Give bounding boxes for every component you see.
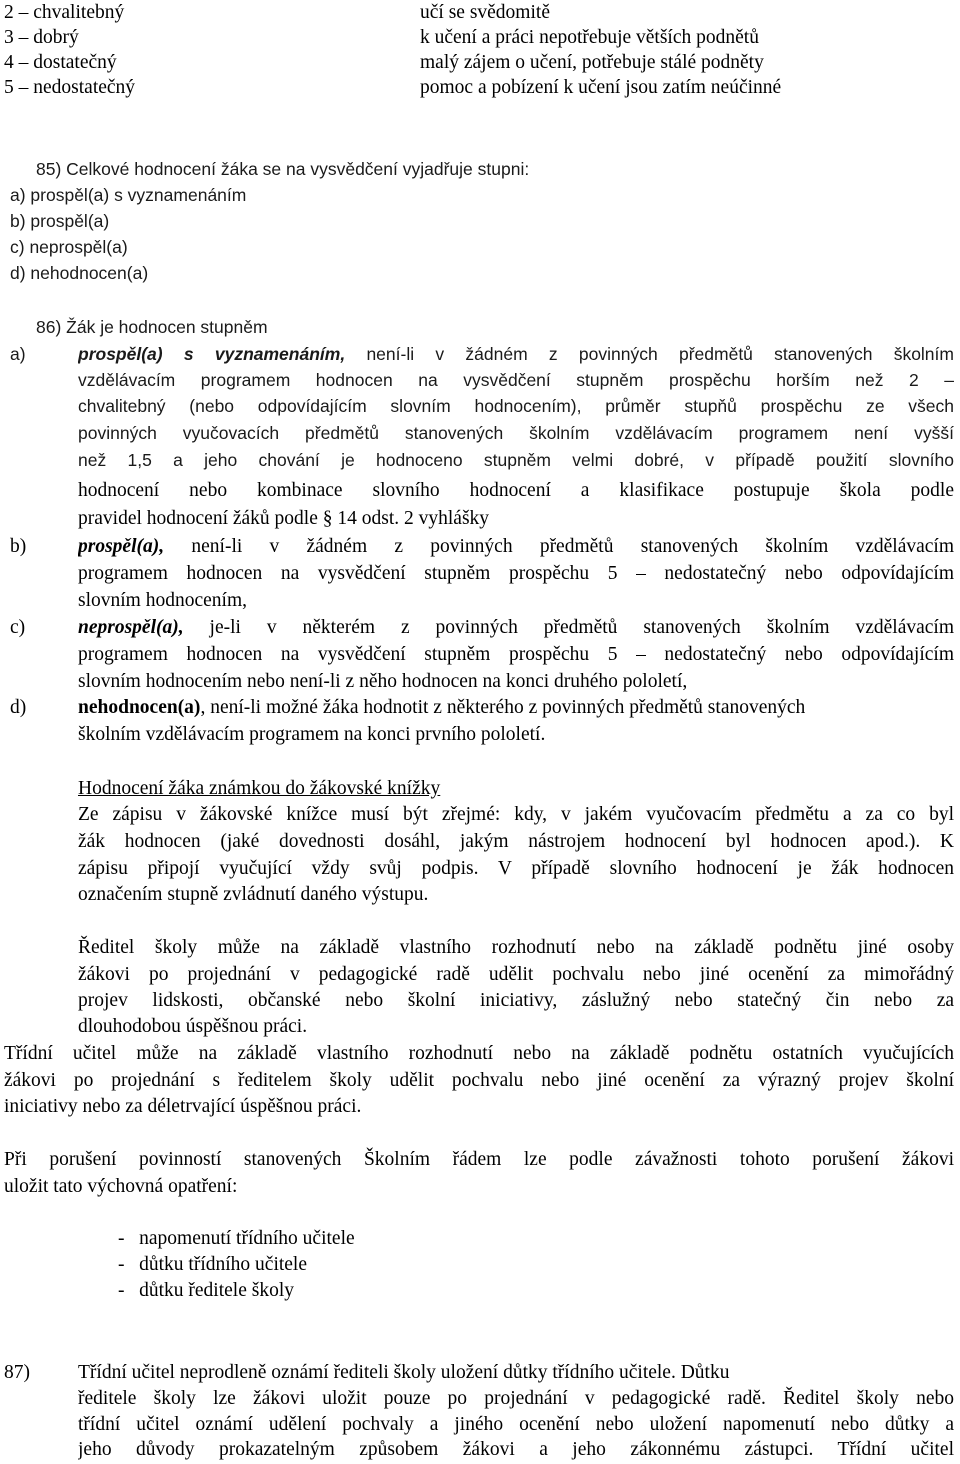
item-d-text: , není-li možné žáka hodnotit z některého z povinných předmětů stanovených xyxy=(200,697,806,718)
measure-item: - důtku ředitele školy xyxy=(118,1280,295,1301)
grade-label: 3 – dobrý xyxy=(4,27,79,48)
item-c-line: programem hodnocen na vysvědčení stupněm prospěchu 5 – nedostatečný nebo odpovídajícím xyxy=(78,644,954,665)
item-a-first-line xyxy=(78,341,954,367)
item-a-line: vzdělávacím programem hodnocen na vysvědčení stupněm prospěchu horším než 2 – xyxy=(78,370,954,390)
section-85-item: b) prospěl(a) xyxy=(10,211,110,231)
item-a-line: než 1,5 a jeho chování je hodnoceno stupněm velmi dobré, v případě použití slovního xyxy=(78,450,954,470)
item-a-line: pravidel hodnocení žáků podle § 14 odst. 2 vyhlášky xyxy=(78,508,490,529)
item-d-term: nehodnocen(a) xyxy=(78,697,201,718)
section-85-item: a) prospěl(a) s vyznamenáním xyxy=(10,185,247,205)
item-a-term: prospěl(a) s vyznamenáním, xyxy=(78,344,346,364)
class-teacher-praise-line: Třídní učitel může na základě vlastního rozhodnutí nebo na základě podnětu ostatních vyučujících xyxy=(4,1043,954,1064)
gradebook-line: zápisu připojí vyučující vždy svůj podpis. V případě slovního hodnocení je žák hodnocen xyxy=(78,858,954,879)
principal-praise-line: projev lidskosti, občanské nebo školní iniciativy, záslužný nebo statečný čin nebo za xyxy=(78,990,954,1011)
principal-praise-line: Ředitel školy může na základě vlastního rozhodnutí nebo na základě podnětu jiné osoby xyxy=(78,937,954,958)
gradebook-line: Ze zápisu v žákovské knížce musí být zřejmé: kdy, v jakém vyučovacím předmětu a za co byl xyxy=(78,804,954,825)
item-b-marker: b) xyxy=(10,536,27,557)
section-87-line: jeho důvody prokazatelným způsobem žákovi a jeho zákonnému zástupci. Třídní učitel xyxy=(78,1439,954,1460)
principal-praise-line: dlouhodobou úspěšnou práci. xyxy=(78,1016,308,1037)
item-d-line: školním vzdělávacím programem na konci prvního pololetí. xyxy=(78,724,546,745)
principal-praise-line: žákovi po projednání v pedagogické radě udělit pochvalu nebo jiné ocenění za mimořádný xyxy=(78,964,954,985)
class-teacher-praise-line: žákovi po projednání s ředitelem školy udělit pochvalu nebo jiné ocenění za výrazný projev školní xyxy=(4,1070,954,1091)
grade-label: 5 – nedostatečný xyxy=(4,77,136,98)
measure-item: - důtku třídního učitele xyxy=(118,1254,308,1275)
item-b-line: slovním hodnocením, xyxy=(78,590,247,611)
item-b-first-line xyxy=(78,534,954,560)
item-a-marker: a) xyxy=(10,344,26,364)
item-d-first-line xyxy=(78,695,954,721)
section-85-heading: 85) Celkové hodnocení žáka se na vysvědčení vyjadřuje stupni: xyxy=(36,159,530,179)
section-86-heading: 86) Žák je hodnocen stupněm xyxy=(36,317,268,337)
violation-line: Při porušení povinností stanovených Školním řádem lze podle závažnosti tohoto porušení žákovi xyxy=(4,1149,954,1170)
section-85-item: d) nehodnocen(a) xyxy=(10,263,149,283)
item-b-line: programem hodnocen na vysvědčení stupněm prospěchu 5 – nedostatečný nebo odpovídajícím xyxy=(78,563,954,584)
item-b-term: prospěl(a), xyxy=(78,536,165,557)
item-a-text: není-li v žádném z povinných předmětů stanovených školním xyxy=(366,344,954,364)
item-c-term: neprospěl(a), xyxy=(78,617,184,638)
section-87-line: třídní učitel oznámí udělení pochvaly a jiného ocenění nebo uložení napomenutí nebo důtky a xyxy=(78,1414,954,1435)
item-c-text: je-li v některém z povinných předmětů stanovených školním vzdělávacím xyxy=(209,617,954,638)
item-a-line: povinných vyučovacích předmětů stanovených školním vzdělávacím programem není vyšší xyxy=(78,423,954,443)
grade-label: 2 – chvalitebný xyxy=(4,2,125,23)
gradebook-line: žák hodnocen (jaké dovednosti dosáhl, jakým nástrojem hodnocení byl hodnocen apod.). K xyxy=(78,831,954,852)
item-c-line: slovním hodnocením nebo není-li z něho hodnocen na konci druhého pololetí, xyxy=(78,671,688,692)
grade-description: pomoc a pobízení k učení jsou zatím neúčinné xyxy=(420,77,782,98)
grade-description: k učení a práci nepotřebuje větších podnětů xyxy=(420,27,759,48)
item-a-line: chvalitebný (nebo odpovídajícím slovním hodnocením), průměr stupňů prospěchu ze všech xyxy=(78,396,954,416)
section-87-line: ředitele školy lze žákovi uložit pouze po projednání v pedagogické radě. Ředitel školy nebo xyxy=(78,1388,954,1409)
item-b-text: není-li v žádném z povinných předmětů stanovených školním vzdělávacím xyxy=(191,536,954,557)
section-87-line: Třídní učitel neprodleně oznámí řediteli školy uložení důtky třídního učitele. Důtku xyxy=(78,1362,730,1383)
item-c-marker: c) xyxy=(10,617,26,638)
class-teacher-praise-line: iniciativy nebo za déletrvající úspěšnou práci. xyxy=(4,1096,362,1117)
item-c-first-line xyxy=(78,615,954,641)
gradebook-heading: Hodnocení žáka známkou do žákovské knížky xyxy=(78,778,441,799)
measure-item: - napomenutí třídního učitele xyxy=(118,1228,355,1249)
grade-description: učí se svědomitě xyxy=(420,2,550,23)
section-87-marker: 87) xyxy=(4,1362,30,1383)
grade-label: 4 – dostatečný xyxy=(4,52,117,73)
item-a-line: hodnocení nebo kombinace slovního hodnocení a klasifikace postupuje škola podle xyxy=(78,480,954,501)
gradebook-line: označením stupně zvládnutí daného výstupu. xyxy=(78,884,429,905)
item-d-marker: d) xyxy=(10,697,27,718)
section-85-item: c) neprospěl(a) xyxy=(10,237,128,257)
grade-description: malý zájem o učení, potřebuje stálé podněty xyxy=(420,52,764,73)
violation-line: uložit tato výchovná opatření: xyxy=(4,1176,238,1197)
